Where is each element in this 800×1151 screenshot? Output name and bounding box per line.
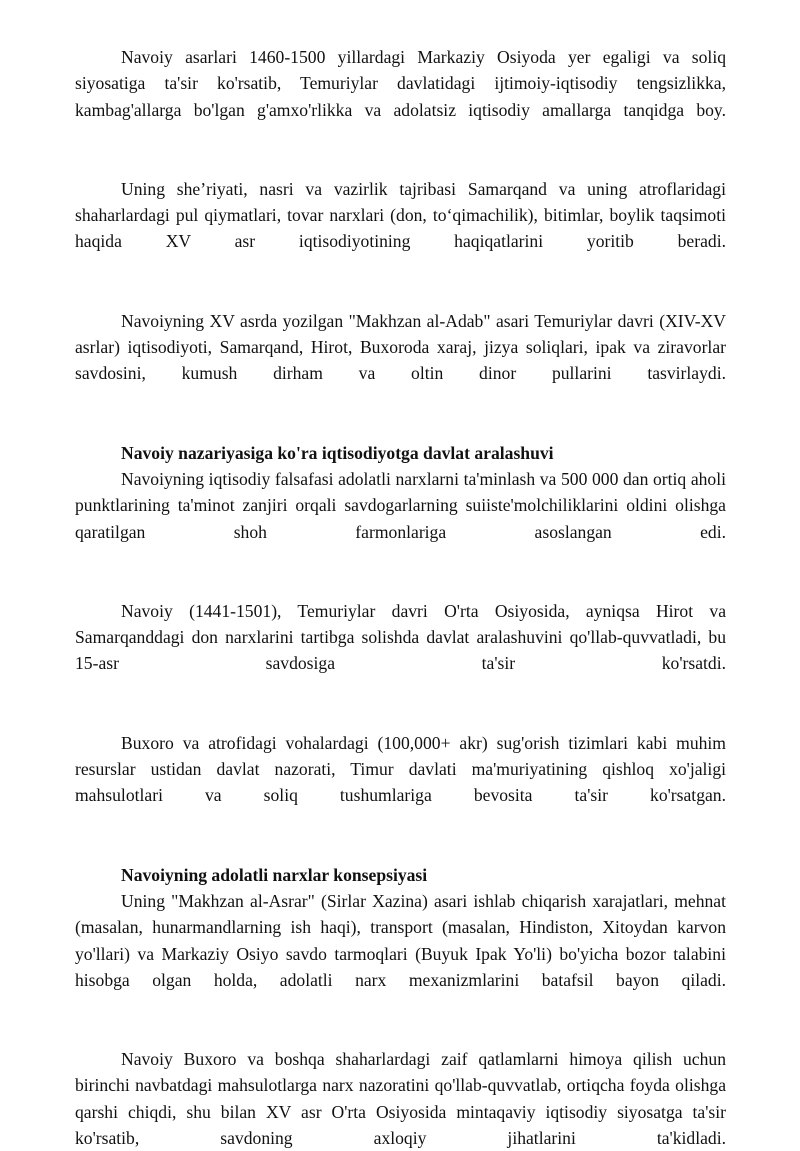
paragraph-intro-2: Uning she’riyati, nasri va vazirlik tajribasi Samarqand va uning atroflaridagi shaharlardagi pul qiymatlari, tovar narxlari (don, to‘qimachilik), bitimlar, boylik taqsimoti haqida XV asr iqtisodiyotining haqiqatlarini yoritib beradi. xyxy=(75,178,726,252)
paragraph-state-3: Buxoro va atrofidagi vohalardagi (100,000+ akr) sug'orish tizimlari kabi muhim resurslar ustidan davlat nazorati, Timur davlati ma'muriyatining qishloq xo'jaligi mahsulotlari va soliq tushumlariga bevosita ta'sir ko'rsatgan. xyxy=(75,732,726,806)
paragraph-intro-3: Navoiyning XV asrda yozilgan "Makhzan al-Adab" asari Temuriylar davri (XIV-XV asrlar) iqtisodiyoti, Samarqand, Hirot, Buxoroda xaraj, jizya soliqlari, ipak va ziravorlar savdosini, kumush dirham va oltin dinor pullarini tasvirlaydi. xyxy=(75,310,726,384)
paragraph-state-1: Navoiyning iqtisodiy falsafasi adolatli narxlarni ta'minlash va 500 000 dan ortiq aholi punktlarining ta'minot zanjiri orqali savdogarlarning suiiste'molchiliklarini oldini olishga qaratilgan shoh farmonlariga asoslangan edi. xyxy=(75,468,726,542)
paragraph-state-2: Navoiy (1441-1501), Temuriylar davri O'rta Osiyosida, ayniqsa Hirot va Samarqanddagi don narxlarini tartibga solishda davlat aralashuvini qo'llab-quvvatladi, bu 15-asr savdosiga ta'sir ko'rsatdi. xyxy=(75,600,726,674)
section-heading-fair-prices: Navoiyning adolatli narxlar konsepsiyasi xyxy=(121,864,428,885)
paragraph-fair-2: Navoiy Buxoro va boshqa shaharlardagi zaif qatlamlarni himoya qilish uchun birinchi navbatdagi mahsulotlarga narx nazoratini qo'llab-quvvatlab, ortiqcha foyda olishga qarshi chiqdi, shu bilan XV asr O'rta Osiyosida mintaqaviy iqtisodiy siyosatga ta'sir ko'rsatib, savdoning axloqiy jihatlarini ta'kidladi. xyxy=(75,1049,726,1149)
paragraph-intro-1: Navoiy asarlari 1460-1500 yillardagi Markaziy Osiyoda yer egaligi va soliq siyosatiga ta'sir ko'rsatib, Temuriylar davlatidagi ijtimoiy-iqtisodiy tengsizlikka, kambag'allarga bo'lgan g'amxo'rlikka va adolatsiz iqtisodiy amallarga tanqidga boy. xyxy=(75,47,726,120)
section-heading-state-intervention: Navoiy nazariyasiga ko'ra iqtisodiyotga davlat aralashuvi xyxy=(121,442,554,463)
paragraph-fair-1: Uning "Makhzan al-Asrar" (Sirlar Xazina) asari ishlab chiqarish xarajatlari, mehnat (masalan, hunarmandlarning ish haqi), transport (masalan, Hindiston, Xitoydan karvon yo'llari) va Markaziy Osiyo savdo tarmoqlari (Buyuk Ipak Yo'li) bo'yicha bozor talabini hisobga olgan holda, adolatli narx mexanizmlarini batafsil bayon qiladi. xyxy=(75,890,726,990)
document-page xyxy=(75,44,726,1151)
